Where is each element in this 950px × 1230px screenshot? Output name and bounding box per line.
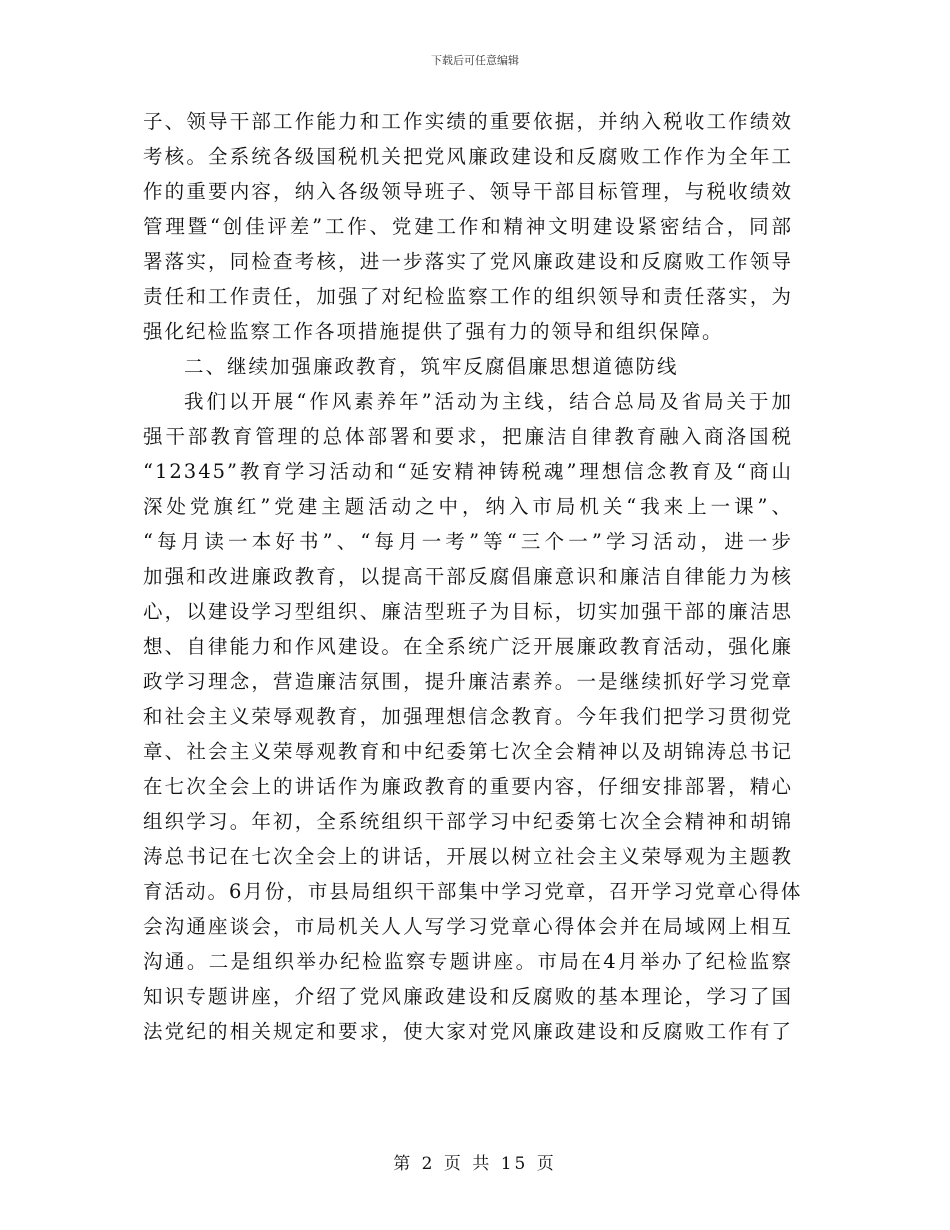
text-line: “12345”教育学习活动和“延安精神铸税魂”理想信念教育及“商山	[143, 460, 793, 483]
text-line: 强干部教育管理的总体部署和要求，把廉洁自律教育融入商洛国税	[143, 425, 793, 448]
page-header: 下载后可任意编辑	[431, 54, 519, 67]
text-line: 知识专题讲座，介绍了党风廉政建设和反腐败的基本理论，学习了国	[143, 985, 793, 1008]
text-line: 责任和工作责任，加强了对纪检监察工作的组织领导和责任落实，为	[143, 285, 793, 308]
text-line: 管理暨“创佳评差”工作、党建工作和精神文明建设紧密结合，同部	[143, 215, 793, 238]
text-line: 作的重要内容，纳入各级领导班子、领导干部目标管理，与税收绩效	[143, 180, 793, 203]
section-heading: 二、继续加强廉政教育，筑牢反腐倡廉思想道德防线	[184, 355, 679, 378]
text-line: 沟通。二是组织举办纪检监察专题讲座。市局在4月举办了纪检监察	[143, 950, 793, 973]
text-line: 深处党旗红”党建主题活动之中，纳入市局机关“我来上一课”、	[143, 495, 793, 518]
text-line: 心，以建设学习型组织、廉洁型班子为目标，切实加强干部的廉洁思	[143, 600, 793, 623]
text-line: 署落实，同检查考核，进一步落实了党风廉政建设和反腐败工作领导	[143, 250, 793, 273]
text-line: 和社会主义荣辱观教育，加强理想信念教育。今年我们把学习贯彻党	[143, 705, 793, 728]
text-line: 育活动。6月份，市县局组织干部集中学习党章，召开学习党章心得体	[143, 880, 803, 903]
text-line: “每月读一本好书”、“每月一考”等“三个一”学习活动，进一步	[143, 530, 793, 553]
text-line: 章、社会主义荣辱观教育和中纪委第七次全会精神以及胡锦涛总书记	[143, 740, 793, 763]
page-number: 第 2 页 共 15 页	[393, 1154, 557, 1174]
text-line: 子、领导干部工作能力和工作实绩的重要依据，并纳入税收工作绩效	[143, 110, 793, 133]
text-line: 在七次全会上的讲话作为廉政教育的重要内容，仔细安排部署，精心	[143, 775, 793, 798]
text-line: 强化纪检监察工作各项措施提供了强有力的领导和组织保障。	[143, 320, 724, 343]
text-line: 法党纪的相关规定和要求，使大家对党风廉政建设和反腐败工作有了	[143, 1020, 793, 1043]
text-line: 组织学习。年初，全系统组织干部学习中纪委第七次全会精神和胡锦	[143, 810, 793, 833]
text-line: 涛总书记在七次全会上的讲话，开展以树立社会主义荣辱观为主题教	[143, 845, 793, 868]
text-line: 想、自律能力和作风建设。在全系统广泛开展廉政教育活动，强化廉	[143, 635, 793, 658]
text-line: 我们以开展“作风素养年”活动为主线，结合总局及省局关于加	[184, 390, 793, 413]
text-line: 政学习理念，营造廉洁氛围，提升廉洁素养。一是继续抓好学习党章	[143, 670, 793, 693]
text-line: 加强和改进廉政教育，以提高干部反腐倡廉意识和廉洁自律能力为核	[143, 565, 793, 588]
text-line: 考核。全系统各级国税机关把党风廉政建设和反腐败工作作为全年工	[143, 145, 793, 168]
document-body	[143, 104, 803, 1049]
text-line: 会沟通座谈会，市局机关人人写学习党章心得体会并在局域网上相互	[143, 915, 793, 938]
